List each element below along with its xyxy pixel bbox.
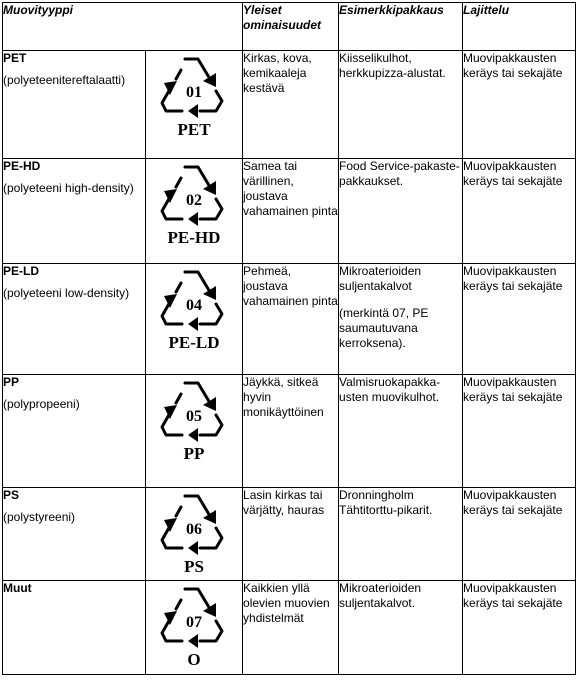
cell-plastic-type [3, 581, 146, 675]
type-abbreviation: PET [3, 51, 27, 65]
resin-code: 06 [186, 521, 202, 538]
cell-plastic-type [3, 51, 146, 159]
cell-sorting: Muovipakkausten keräys tai sekajäte [463, 581, 576, 675]
examples-text: Valmisruokapakka-usten muovikulhot. [339, 375, 441, 404]
table-row [3, 581, 576, 675]
examples-text: Kiisselikulhot, herkkupizza-alustat. [339, 51, 446, 80]
type-abbreviation: PP [3, 375, 20, 389]
resin-code: 02 [186, 192, 202, 209]
cell-examples [339, 264, 463, 375]
recycling-symbol-icon [158, 488, 230, 580]
type-abbreviation: PS [3, 488, 20, 502]
cell-properties: Pehmeä, joustava vahamainen pinta [243, 264, 339, 375]
cell-symbol [146, 51, 243, 159]
examples-text: Food Service-pakaste-pakkaukset. [339, 159, 460, 188]
recycling-symbol-icon [158, 581, 230, 673]
type-abbreviation: Muut [3, 581, 32, 595]
symbol-label: O [187, 650, 201, 669]
resin-code: 07 [186, 614, 202, 631]
cell-properties: Lasin kirkas tai värjätty, hauras [243, 488, 339, 581]
table-row [3, 264, 576, 375]
type-full-name: (polystyreeni) [3, 510, 76, 524]
table-row [3, 51, 576, 159]
cell-examples [339, 581, 463, 675]
header-type: Muovityyppi [3, 3, 243, 51]
type-full-name: (polypropeeni) [3, 397, 80, 411]
cell-symbol [146, 375, 243, 488]
cell-symbol [146, 581, 243, 675]
cell-properties: Kirkas, kova, kemikaaleja kestävä [243, 51, 339, 159]
recycling-symbol-icon [158, 264, 230, 356]
type-full-name: (polyeteenitereftalaatti) [3, 73, 126, 87]
table-row [3, 159, 576, 264]
symbol-label: PP [183, 444, 205, 463]
type-full-name: (polyeteeni high-density) [3, 181, 134, 195]
table-row [3, 488, 576, 581]
cell-sorting: Muovipakkausten keräys tai sekajäte [463, 375, 576, 488]
type-abbreviation: PE-HD [3, 159, 41, 173]
cell-examples [339, 159, 463, 264]
cell-properties: Kaikkien yllä olevien muovien yhdistelmät [243, 581, 339, 675]
cell-plastic-type [3, 264, 146, 375]
cell-symbol [146, 488, 243, 581]
plastic-types-table [2, 2, 576, 675]
cell-symbol [146, 264, 243, 375]
cell-properties: Samea tai värillinen, joustava vahamainen pinta [243, 159, 339, 264]
header-examples: Esimerkkipakkaus [339, 3, 463, 51]
symbol-label: PET [177, 120, 211, 139]
cell-properties: Jäykkä, sitkeä hyvin monikäyttöinen [243, 375, 339, 488]
cell-symbol [146, 159, 243, 264]
examples-note: (merkintä 07, PE saumautuvana kerroksena). [339, 306, 429, 350]
cell-plastic-type [3, 488, 146, 581]
cell-sorting: Muovipakkausten keräys tai sekajäte [463, 51, 576, 159]
examples-text: Mikroaterioiden suljentakalvot. [339, 581, 422, 610]
symbol-label: PE-LD [168, 333, 220, 352]
header-row [3, 3, 576, 51]
header-sorting: Lajittelu [463, 3, 576, 51]
symbol-label: PS [184, 557, 204, 576]
resin-code: 04 [186, 297, 202, 314]
examples-text: Mikroaterioiden suljentakalvot [339, 264, 422, 293]
cell-examples [339, 375, 463, 488]
recycling-symbol-icon [158, 159, 230, 251]
examples-text: Dronningholm Tähtitorttu-pikarit. [339, 488, 433, 517]
type-full-name: (polyeteeni low-density) [3, 286, 130, 300]
cell-plastic-type [3, 159, 146, 264]
symbol-label: PE-HD [167, 228, 221, 247]
cell-sorting: Muovipakkausten keräys tai sekajäte [463, 159, 576, 264]
cell-examples [339, 51, 463, 159]
resin-code: 01 [186, 84, 202, 101]
cell-examples [339, 488, 463, 581]
table-row [3, 375, 576, 488]
cell-sorting: Muovipakkausten keräys tai sekajäte [463, 488, 576, 581]
type-abbreviation: PE-LD [3, 264, 39, 278]
header-properties: Yleiset ominaisuudet [243, 3, 339, 51]
resin-code: 05 [186, 408, 202, 425]
cell-plastic-type [3, 375, 146, 488]
cell-sorting: Muovipakkausten keräys tai sekajäte [463, 264, 576, 375]
recycling-symbol-icon [158, 375, 230, 467]
recycling-symbol-icon [158, 51, 230, 143]
